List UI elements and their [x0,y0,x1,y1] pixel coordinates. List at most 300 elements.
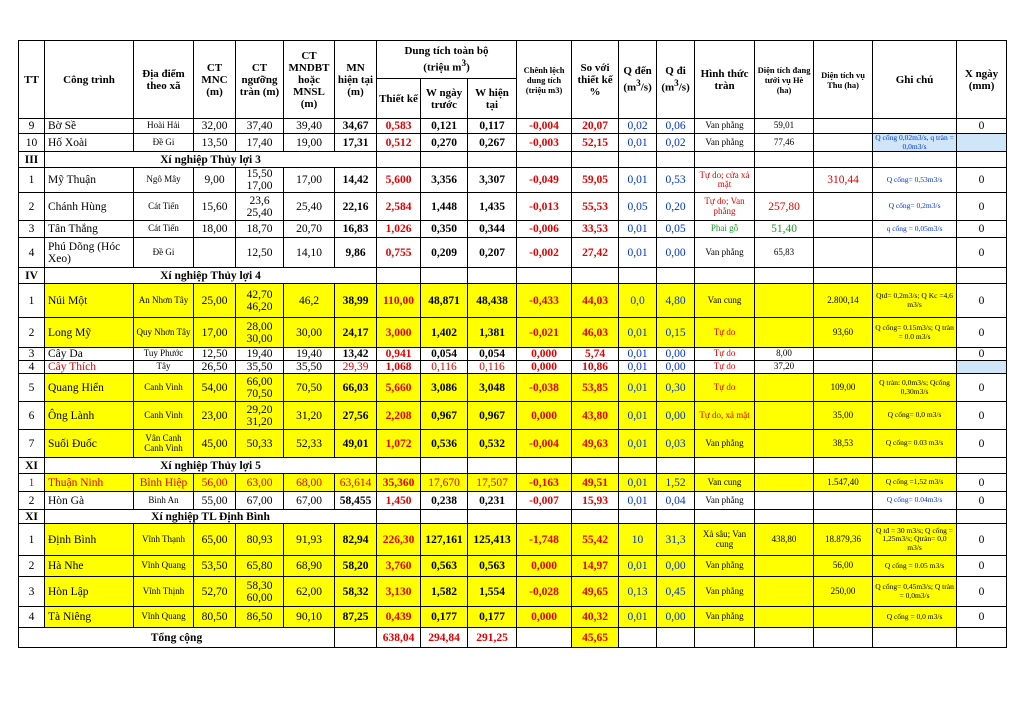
cell-w-ngay-truoc: 0,177 [421,607,468,628]
cell-thiet-ke: 0,583 [377,119,421,134]
cell-hinh-thuc-tran: Tự do; Van phẳng [695,193,755,221]
cell-mn-hien-tai: 9,86 [335,238,377,268]
cell-q-den: 0,01 [619,402,657,430]
cell-dt-thu [814,119,873,134]
section-empty [421,510,468,524]
cell-ct-mnc: 17,00 [194,318,236,348]
cell-q-di: 4,80 [657,284,695,318]
cell-w-hien-tai: 0,344 [468,221,517,238]
cell-x-ngay: 0 [957,556,1007,577]
cell-thiet-ke: 2,208 [377,402,421,430]
cell-ct-nguong-tran: 17,40 [236,134,284,152]
total-w-ngay-truoc: 294,84 [421,628,468,648]
cell-thiet-ke: 110,00 [377,284,421,318]
cell-w-hien-tai: 0,177 [468,607,517,628]
cell-cong-trinh: Cây Da [45,348,134,361]
total-so-voi: 45,65 [572,628,619,648]
cell-ct-nguong-tran: 86,50 [236,607,284,628]
cell-thiet-ke: 1,450 [377,492,421,510]
col-header-w-ngay-truoc: W ngày trước [421,79,468,119]
section-empty [421,458,468,474]
cell-mn-hien-tai: 17,31 [335,134,377,152]
cell-x-ngay [957,361,1007,374]
section-tt: XI [19,458,45,474]
cell-dt-thu [814,607,873,628]
cell-x-ngay: 0 [957,430,1007,458]
cell-ct-nguong-tran: 23,6 25,40 [236,193,284,221]
cell-tt: 3 [19,221,45,238]
section-tt: IV [19,268,45,284]
cell-mn-hien-tai: 58,32 [335,577,377,607]
cell-ct-nguong-tran: 50,33 [236,430,284,458]
cell-thiet-ke: 0,512 [377,134,421,152]
col-header-dia-diem: Địa điểm theo xã [134,41,194,119]
section-empty [657,458,695,474]
q-den-unit: (m [623,81,637,94]
cell-dt-he [755,430,814,458]
cell-dia-diem: Tây [134,361,194,374]
cell-tt: 1 [19,474,45,492]
cell-mn-hien-tai: 58,455 [335,492,377,510]
cell-ghi-chu: Q cống= 0,53m3/s [873,168,957,193]
cell-chenh-lech: -0,002 [517,238,572,268]
cell-q-di: 0,45 [657,577,695,607]
cell-dt-he: 257,80 [755,193,814,221]
section-empty [755,510,814,524]
cell-dia-diem: Vĩnh Quang [134,607,194,628]
cell-q-den: 0,01 [619,361,657,374]
cell-dt-he [755,374,814,402]
cell-dt-thu [814,193,873,221]
dung-tich-label: Dung tích toàn bộ [404,45,489,58]
cell-w-hien-tai: 17,507 [468,474,517,492]
cell-so-voi: 46,03 [572,318,619,348]
table-row [19,374,1007,402]
cell-ct-mndbt: 46,2 [284,284,335,318]
cell-ct-mndbt: 91,93 [284,524,335,556]
col-header-w-hien-tai: W hiện tại [468,79,517,119]
cell-w-ngay-truoc: 1,402 [421,318,468,348]
section-empty [619,458,657,474]
cell-w-ngay-truoc: 0,238 [421,492,468,510]
cell-dt-he [755,402,814,430]
col-header-hinh-thuc-tran: Hình thức tràn [695,41,755,119]
cell-q-di: 0,00 [657,348,695,361]
table-row [19,361,1007,374]
cell-thiet-ke: 3,000 [377,318,421,348]
section-empty [619,510,657,524]
cell-w-hien-tai: 3,048 [468,374,517,402]
cell-dt-he [755,492,814,510]
cell-dt-thu: 93,60 [814,318,873,348]
section-empty [957,152,1007,168]
cell-chenh-lech: -0,021 [517,318,572,348]
cell-q-di: 0,02 [657,134,695,152]
section-empty [468,510,517,524]
cell-cong-trinh: Hà Nhe [45,556,134,577]
section-empty [695,268,755,284]
table-row [19,134,1007,152]
section-empty [619,152,657,168]
cell-dia-diem: Vĩnh Quang [134,556,194,577]
cell-ct-mndbt: 52,33 [284,430,335,458]
cell-dt-he [755,474,814,492]
cell-so-voi: 59,05 [572,168,619,193]
cell-ct-mnc: 56,00 [194,474,236,492]
cell-so-voi: 33,53 [572,221,619,238]
section-empty [572,510,619,524]
section-empty [468,268,517,284]
cell-dia-diem: Quy Nhơn Tây [134,318,194,348]
cell-ct-mndbt: 19,00 [284,134,335,152]
section-empty [755,268,814,284]
cell-q-den: 0,01 [619,168,657,193]
cell-w-ngay-truoc: 0,270 [421,134,468,152]
cell-dt-he: 438,80 [755,524,814,556]
cell-dia-diem: Canh Vinh [134,374,194,402]
cell-dt-he [755,556,814,577]
total-empty [657,628,695,648]
cell-ghi-chu: Q cống= 0,0 m3/s [873,402,957,430]
cell-so-voi: 43,80 [572,402,619,430]
cell-cong-trinh: Long Mỹ [45,318,134,348]
cell-q-di: 0,00 [657,556,695,577]
q-den-close: /s) [640,81,652,94]
table-row [19,348,1007,361]
cell-dia-diem: An Nhơn Tây [134,284,194,318]
section-empty [572,268,619,284]
cell-ct-mndbt: 20,70 [284,221,335,238]
table-row [19,168,1007,193]
cell-ct-nguong-tran: 19,40 [236,348,284,361]
cell-mn-hien-tai: 16,83 [335,221,377,238]
cell-ct-mndbt: 17,00 [284,168,335,193]
section-empty [957,510,1007,524]
cell-mn-hien-tai: 22,16 [335,193,377,221]
cell-ct-mnc: 12,50 [194,348,236,361]
cell-so-voi: 5,74 [572,348,619,361]
cell-chenh-lech: -0,028 [517,577,572,607]
cell-w-ngay-truoc: 0,121 [421,119,468,134]
cell-mn-hien-tai: 49,01 [335,430,377,458]
cell-dt-he: 37,20 [755,361,814,374]
cell-cong-trinh: Hòn Lập [45,577,134,607]
cell-hinh-thuc-tran: Van cung [695,284,755,318]
cell-x-ngay: 0 [957,318,1007,348]
table-row [19,474,1007,492]
cell-dia-diem: Tuy Phước [134,348,194,361]
cell-dt-he [755,318,814,348]
cell-chenh-lech: -0,004 [517,430,572,458]
cell-tt: 2 [19,318,45,348]
cell-ghi-chu [873,119,957,134]
section-empty [572,458,619,474]
cell-x-ngay: 0 [957,348,1007,361]
cell-ghi-chu: q cống = 0,05m3/s [873,221,957,238]
col-header-ct-mnc: CT MNC (m) [194,41,236,119]
cell-ct-mnc: 15,60 [194,193,236,221]
cell-q-den: 0,01 [619,430,657,458]
cell-dia-diem: Hoài Hải [134,119,194,134]
cell-ct-mnc: 54,00 [194,374,236,402]
total-empty [695,628,755,648]
cell-mn-hien-tai: 58,20 [335,556,377,577]
cell-w-hien-tai: 0,532 [468,430,517,458]
cell-tt: 7 [19,430,45,458]
table-row [19,524,1007,556]
cell-ct-mnc: 53,50 [194,556,236,577]
col-header-dt-he: Diện tích đang tưới vụ Hè (ha) [755,41,814,119]
col-header-so-voi: So với thiết kế % [572,41,619,119]
cell-mn-hien-tai: 38,99 [335,284,377,318]
section-empty [421,152,468,168]
cell-so-voi: 40,32 [572,607,619,628]
cell-dia-diem: Bình An [134,492,194,510]
section-title: Xí nghiệp Thủy lợi 4 [45,268,377,284]
cell-x-ngay: 0 [957,402,1007,430]
section-empty [468,458,517,474]
cell-q-den: 0,01 [619,556,657,577]
cell-ct-nguong-tran: 12,50 [236,238,284,268]
cell-dt-thu [814,134,873,152]
cell-ct-mnc: 26,50 [194,361,236,374]
cell-hinh-thuc-tran: Tự do [695,374,755,402]
section-empty [695,510,755,524]
cell-x-ngay: 0 [957,607,1007,628]
total-thiet-ke: 638,04 [377,628,421,648]
cell-thiet-ke: 1,072 [377,430,421,458]
cell-w-hien-tai: 1,381 [468,318,517,348]
cell-ghi-chu: Qtđ= 0,2m3/s; Q Kc =4,6 m3/s [873,284,957,318]
cell-so-voi: 49,63 [572,430,619,458]
dung-tich-close: ) [466,61,470,74]
section-empty [657,510,695,524]
cell-x-ngay [957,134,1007,152]
q-den-sup: 3 [636,78,641,89]
cell-dt-he [755,607,814,628]
cell-w-ngay-truoc: 0,209 [421,238,468,268]
section-title: Xí nghiệp TL Định Bình [45,510,377,524]
cell-ghi-chu: Q cống= 0,45m3/s; Q tràn = 0,0m3/s [873,577,957,607]
cell-so-voi: 44,03 [572,284,619,318]
cell-w-hien-tai: 0,231 [468,492,517,510]
col-header-dung-tich [377,41,517,79]
section-row [19,510,1007,524]
cell-hinh-thuc-tran: Van phẳng [695,119,755,134]
table-row [19,607,1007,628]
cell-w-ngay-truoc: 3,356 [421,168,468,193]
table-row [19,492,1007,510]
cell-hinh-thuc-tran: Van phẳng [695,607,755,628]
cell-q-den: 0,05 [619,193,657,221]
cell-w-ngay-truoc: 1,448 [421,193,468,221]
cell-ct-nguong-tran: 35,50 [236,361,284,374]
cell-ghi-chu: Q tđ = 30 m3/s; Q cống = 1,25m3/s; Qtràn= 0,0 m3/s [873,524,957,556]
cell-w-hien-tai: 0,054 [468,348,517,361]
cell-q-den: 0,01 [619,221,657,238]
cell-so-voi: 49,65 [572,577,619,607]
total-empty [957,628,1007,648]
cell-q-den: 0,01 [619,607,657,628]
q-di-sup: 3 [674,78,679,89]
cell-dt-thu: 18.879,36 [814,524,873,556]
section-empty [377,152,421,168]
cell-w-hien-tai: 1,435 [468,193,517,221]
cell-ct-mndbt: 68,00 [284,474,335,492]
cell-dia-diem: Vĩnh Thạnh [134,524,194,556]
cell-tt: 2 [19,193,45,221]
cell-q-den: 0,01 [619,374,657,402]
cell-hinh-thuc-tran: Tự do [695,318,755,348]
cell-cong-trinh: Bờ Sề [45,119,134,134]
cell-ct-mnc: 52,70 [194,577,236,607]
section-tt: XI [19,510,45,524]
cell-so-voi: 10,86 [572,361,619,374]
cell-dt-thu: 2.800,14 [814,284,873,318]
cell-q-den: 10 [619,524,657,556]
col-header-tt: TT [19,41,45,119]
cell-ct-mndbt: 30,00 [284,318,335,348]
section-empty [755,458,814,474]
cell-cong-trinh: Phú Dõng (Hóc Xeo) [45,238,134,268]
cell-tt: 4 [19,361,45,374]
col-header-ct-nguong-tran: CT ngưỡng tràn (m) [236,41,284,119]
cell-dt-he: 59,01 [755,119,814,134]
cell-thiet-ke: 1,026 [377,221,421,238]
cell-x-ngay: 0 [957,284,1007,318]
cell-w-hien-tai: 0,117 [468,119,517,134]
cell-ct-mnc [194,238,236,268]
cell-x-ngay: 0 [957,238,1007,268]
cell-chenh-lech: -0,049 [517,168,572,193]
cell-x-ngay: 0 [957,193,1007,221]
total-empty-chenh [517,628,572,648]
cell-ct-nguong-tran: 66,00 70,50 [236,374,284,402]
cell-ct-nguong-tran: 18,70 [236,221,284,238]
cell-w-ngay-truoc: 1,582 [421,577,468,607]
cell-dia-diem: Đề Gi [134,238,194,268]
cell-ct-mndbt: 62,00 [284,577,335,607]
cell-cong-trinh: Núi Một [45,284,134,318]
cell-tt: 1 [19,524,45,556]
cell-cong-trinh: Cây Thích [45,361,134,374]
cell-dt-thu: 56,00 [814,556,873,577]
cell-w-hien-tai: 0,563 [468,556,517,577]
col-header-ghi-chu: Ghi chú [873,41,957,119]
cell-dt-he: 65,83 [755,238,814,268]
cell-dt-thu: 310,44 [814,168,873,193]
cell-hinh-thuc-tran: Van phẳng [695,238,755,268]
cell-dia-diem: Vĩnh Thịnh [134,577,194,607]
col-header-dt-thu: Diện tích vụ Thu (ha) [814,41,873,119]
table-row [19,318,1007,348]
cell-ct-nguong-tran: 15,50 17,00 [236,168,284,193]
table-row [19,556,1007,577]
cell-dt-he [755,168,814,193]
cell-ct-mndbt: 31,20 [284,402,335,430]
cell-tt: 4 [19,238,45,268]
cell-tt: 10 [19,134,45,152]
q-di-label: Q đi [665,65,686,78]
cell-ct-mnc: 55,00 [194,492,236,510]
section-empty [814,152,873,168]
cell-ct-mnc: 32,00 [194,119,236,134]
cell-hinh-thuc-tran: Van phẳng [695,556,755,577]
cell-hinh-thuc-tran: Van phẳng [695,492,755,510]
cell-ghi-chu: Q cống =1,52 m3/s [873,474,957,492]
cell-ct-mnc: 80,50 [194,607,236,628]
cell-cong-trinh: Hòn Gà [45,492,134,510]
cell-ct-mndbt: 19,40 [284,348,335,361]
cell-hinh-thuc-tran: Tự do [695,361,755,374]
cell-ct-mnc: 65,00 [194,524,236,556]
cell-w-ngay-truoc: 17,670 [421,474,468,492]
cell-mn-hien-tai: 63,614 [335,474,377,492]
cell-hinh-thuc-tran: Van phẳng [695,577,755,607]
cell-tt: 1 [19,284,45,318]
cell-so-voi: 14,97 [572,556,619,577]
cell-w-ngay-truoc: 0,054 [421,348,468,361]
cell-w-hien-tai: 0,267 [468,134,517,152]
cell-w-ngay-truoc: 0,116 [421,361,468,374]
cell-dt-thu [814,238,873,268]
cell-ghi-chu: Q tràn: 0,0m3/s; Qcống 0,30m3/s [873,374,957,402]
total-w-hien-tai: 291,25 [468,628,517,648]
cell-chenh-lech: -0,007 [517,492,572,510]
section-tt: III [19,152,45,168]
cell-ghi-chu [873,348,957,361]
cell-cong-trinh: Chánh Hùng [45,193,134,221]
col-header-q-di [657,41,695,119]
q-di-unit: (m [661,81,675,94]
section-empty [572,152,619,168]
section-empty [695,152,755,168]
cell-ct-mndbt: 25,40 [284,193,335,221]
cell-q-den: 0,13 [619,577,657,607]
cell-chenh-lech: 0,000 [517,348,572,361]
cell-dia-diem: Vân Canh Canh Vinh [134,430,194,458]
cell-cong-trinh: Tà Niêng [45,607,134,628]
cell-dt-thu: 1.547,40 [814,474,873,492]
cell-ghi-chu: Q cống= 0,2m3/s [873,193,957,221]
total-empty [755,628,814,648]
cell-ghi-chu: Q cống= 0.03 m3/s [873,430,957,458]
cell-thiet-ke: 35,360 [377,474,421,492]
cell-x-ngay: 0 [957,577,1007,607]
total-empty [873,628,957,648]
cell-w-hien-tai: 125,413 [468,524,517,556]
cell-dt-he [755,577,814,607]
cell-q-di: 0,30 [657,374,695,402]
table-row [19,284,1007,318]
cell-q-di: 0,53 [657,168,695,193]
cell-thiet-ke: 3,130 [377,577,421,607]
table-row [19,221,1007,238]
total-empty [814,628,873,648]
section-empty [814,510,873,524]
cell-q-den: 0,01 [619,238,657,268]
dung-tich-unit: (triệu m [423,61,462,74]
section-empty [377,268,421,284]
cell-w-hien-tai: 48,438 [468,284,517,318]
cell-tt: 3 [19,348,45,361]
section-empty [873,268,957,284]
cell-thiet-ke: 0,755 [377,238,421,268]
section-empty [657,268,695,284]
table-row [19,119,1007,134]
cell-w-hien-tai: 3,307 [468,168,517,193]
cell-cong-trinh: Hố Xoài [45,134,134,152]
